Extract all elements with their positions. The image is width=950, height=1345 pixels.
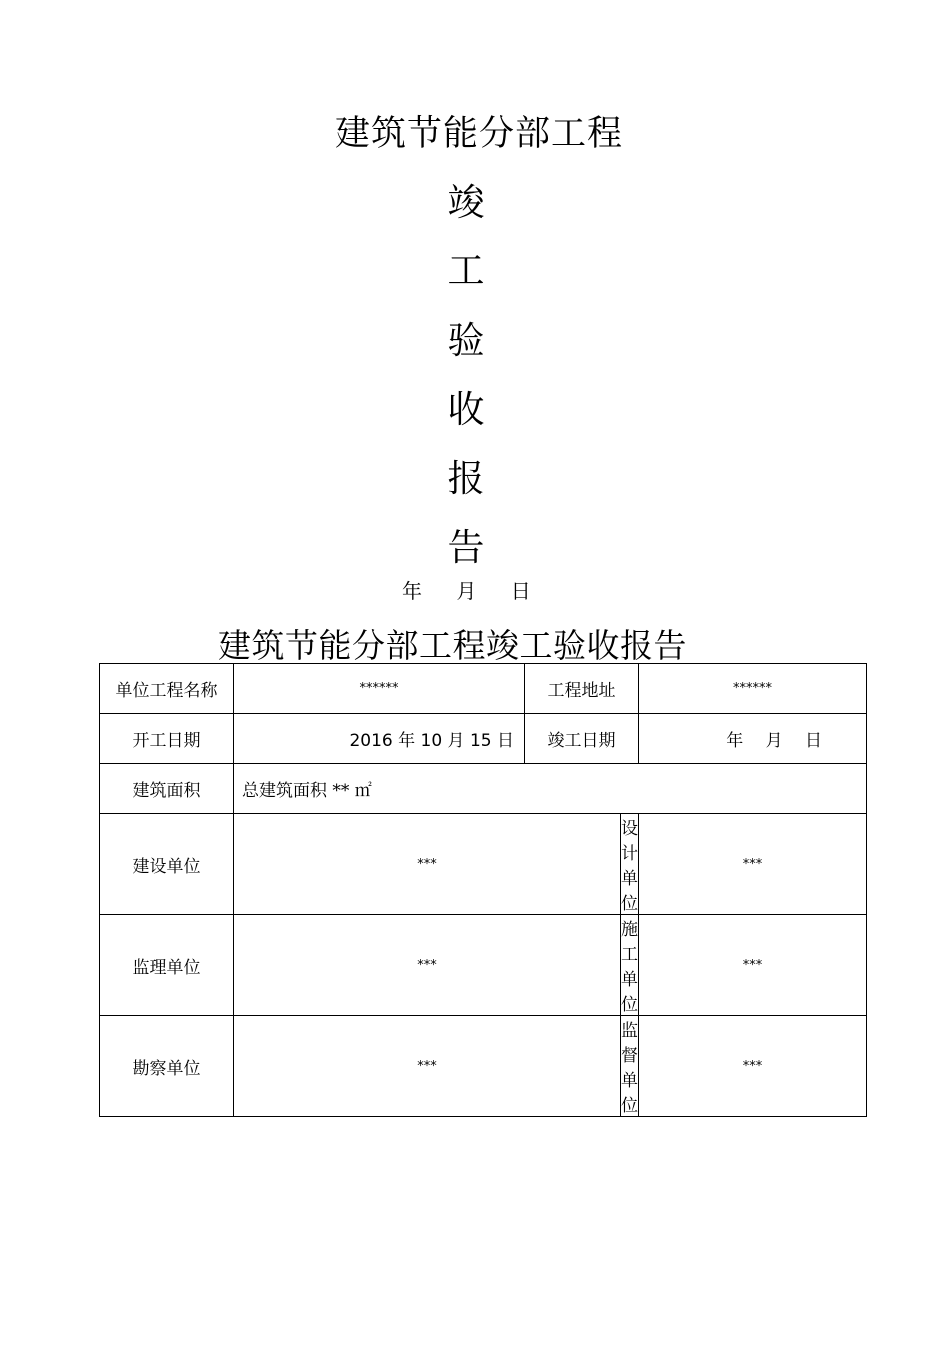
table-row (100, 764, 867, 814)
address-label: 工程地址 (525, 664, 639, 714)
contractor-label: 施工单位 (621, 915, 639, 1016)
cover-vertical-char: 收 (447, 388, 485, 431)
year-label: 年 (402, 579, 422, 603)
supervisor-label: 监理单位 (100, 915, 234, 1016)
cover-vertical-char: 验 (447, 319, 485, 362)
month-label: 月 (456, 579, 477, 603)
start-date-value: 2016 年 10 月 15 日 (234, 714, 525, 764)
surveyor-label: 勘察单位 (100, 1016, 234, 1117)
table-row (100, 664, 867, 714)
supervisor-value: *** (234, 915, 621, 1016)
designer-value: *** (639, 814, 867, 915)
project-name-value: ****** (234, 664, 525, 714)
report-info-table (99, 663, 867, 1117)
inspector-label: 监督单位 (621, 1016, 639, 1117)
report-title: 建筑节能分部工程竣工验收报告 (218, 626, 687, 665)
cover-date-line (402, 575, 559, 604)
cover-vertical-char: 报 (447, 457, 485, 500)
completion-date-value: 年 月 日 (639, 714, 867, 764)
table-row (100, 814, 867, 915)
address-value: ****** (639, 664, 867, 714)
inspector-value: *** (639, 1016, 867, 1117)
completion-date-label: 竣工日期 (525, 714, 639, 764)
table-row (100, 915, 867, 1016)
table-row (100, 714, 867, 764)
cover-vertical-char: 工 (447, 249, 485, 292)
builder-label: 建设单位 (100, 814, 234, 915)
day-label: 日 (510, 579, 531, 603)
area-value: 总建筑面积 ** ㎡ (234, 764, 867, 814)
cover-vertical-char: 竣 (447, 181, 485, 224)
designer-label: 设计单位 (621, 814, 639, 915)
area-label: 建筑面积 (100, 764, 234, 814)
builder-value: *** (234, 814, 621, 915)
start-date-label: 开工日期 (100, 714, 234, 764)
table-row (100, 1016, 867, 1117)
cover-title: 建筑节能分部工程 (334, 114, 623, 154)
surveyor-value: *** (234, 1016, 621, 1117)
project-name-label: 单位工程名称 (100, 664, 234, 714)
contractor-value: *** (639, 915, 867, 1016)
cover-vertical-char: 告 (447, 526, 485, 569)
